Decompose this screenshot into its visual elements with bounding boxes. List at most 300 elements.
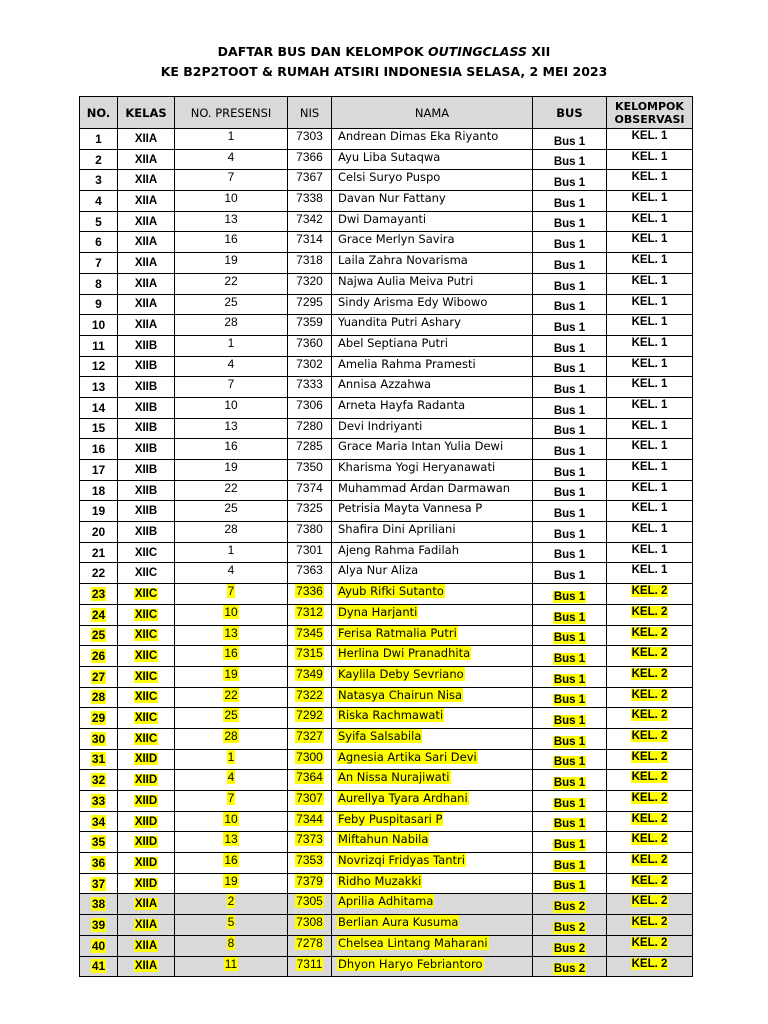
cell-no [80, 439, 118, 460]
table-row [80, 253, 693, 274]
cell-nama-text: Berlian Aura Kusuma [338, 915, 459, 930]
cell-no [80, 460, 118, 481]
cell-no [80, 563, 118, 584]
cell-kelas [118, 294, 175, 315]
cell-nama [332, 191, 533, 212]
cell-presensi [175, 170, 288, 191]
table-row [80, 315, 693, 336]
cell-kelas [118, 232, 175, 253]
cell-kelas-text: XIIB [134, 443, 158, 456]
cell-kelompok [607, 708, 693, 729]
cell-nis-text: 7305 [296, 894, 323, 909]
cell-nis-text: 7292 [296, 708, 323, 723]
cell-presensi [175, 460, 288, 481]
cell-kelompok-text: KEL. 2 [631, 750, 668, 763]
cell-nama-text: Dyna Harjanti [338, 604, 418, 619]
cell-nama-text: Celsi Suryo Puspo [338, 170, 441, 185]
cell-no [80, 666, 118, 687]
cell-presensi [175, 666, 288, 687]
table-row [80, 294, 693, 315]
cell-bus [533, 273, 607, 294]
cell-presensi [175, 542, 288, 563]
cell-kelas-text: XIIB [134, 463, 158, 476]
cell-kelompok [607, 315, 693, 336]
cell-kelas [118, 915, 175, 936]
cell-nis-text: 7306 [296, 397, 323, 412]
cell-presensi [175, 915, 288, 936]
cell-kelas-text: XIID [134, 753, 158, 766]
cell-bus-text: Bus 1 [553, 197, 586, 210]
cell-nama-text: Kharisma Yogi Heryanawati [338, 460, 496, 474]
cell-nama-text: Devi Indriyanti [338, 418, 423, 433]
cell-bus-text: Bus 1 [553, 177, 586, 190]
cell-kelompok [607, 604, 693, 625]
cell-kelompok-text: KEL. 1 [631, 295, 668, 308]
cell-no [80, 935, 118, 956]
cell-kelas-text: XIIA [134, 918, 158, 931]
cell-no [80, 604, 118, 625]
cell-no [80, 273, 118, 294]
cell-bus [533, 604, 607, 625]
cell-presensi-text: 16 [224, 439, 238, 454]
table-row [80, 873, 693, 894]
cell-nis [288, 873, 332, 894]
cell-nama-text: Sindy Arisma Edy Wibowo [338, 294, 488, 309]
cell-no [80, 149, 118, 170]
cell-nis-text: 7360 [296, 335, 323, 350]
cell-nis-text: 7311 [296, 956, 323, 971]
cell-nis-text: 7367 [296, 170, 323, 185]
cell-kelas-text: XIIC [134, 629, 158, 642]
cell-kelompok-text: KEL. 2 [631, 833, 668, 846]
cell-bus [533, 832, 607, 853]
cell-no [80, 625, 118, 646]
cell-nama [332, 129, 533, 150]
cell-kelas [118, 522, 175, 543]
cell-nis [288, 770, 332, 791]
cell-presensi-text: 1 [227, 129, 235, 143]
cell-nis [288, 749, 332, 770]
cell-bus-text: Bus 2 [553, 963, 586, 976]
cell-no-text: 18 [91, 483, 106, 498]
cell-presensi-text: 8 [227, 935, 235, 950]
cell-nis-text: 7312 [296, 604, 323, 619]
cell-kelas-text: XIIB [134, 381, 158, 394]
table-row [80, 501, 693, 522]
cell-kelompok [607, 935, 693, 956]
cell-bus [533, 397, 607, 418]
cell-kelas [118, 873, 175, 894]
cell-kelompok-text: KEL. 1 [631, 378, 668, 391]
cell-bus-text: Bus 1 [553, 839, 586, 852]
cell-nama [332, 273, 533, 294]
cell-nama [332, 832, 533, 853]
cell-kelas-text: XIIA [134, 898, 158, 911]
cell-kelompok-text: KEL. 2 [631, 957, 668, 970]
cell-nama [332, 542, 533, 563]
cell-kelompok-text: KEL. 1 [631, 543, 668, 556]
table-row [80, 894, 693, 915]
cell-nis [288, 397, 332, 418]
cell-presensi-text: 13 [224, 832, 238, 847]
cell-presensi [175, 687, 288, 708]
cell-nis-text: 7302 [296, 356, 323, 371]
cell-bus-text: Bus 1 [553, 797, 586, 810]
cell-no-text: 9 [95, 297, 102, 312]
cell-nis-text: 7353 [296, 853, 323, 868]
cell-nis-text: 7322 [296, 687, 323, 702]
cell-presensi-text: 10 [224, 191, 238, 206]
cell-bus [533, 211, 607, 232]
cell-bus [533, 418, 607, 439]
cell-bus-text: Bus 1 [553, 321, 586, 334]
cell-kelas [118, 666, 175, 687]
cell-kelas-text: XIIA [134, 236, 158, 249]
cell-bus-text: Bus 1 [553, 466, 586, 479]
cell-nama-text: Dwi Damayanti [338, 211, 427, 226]
cell-kelompok-text: KEL. 1 [631, 336, 668, 349]
cell-presensi-text: 4 [227, 563, 235, 578]
cell-bus-text: Bus 1 [553, 528, 586, 541]
cell-no [80, 832, 118, 853]
cell-nama-text: Yuandita Putri Ashary [338, 315, 461, 330]
cell-kelompok [607, 915, 693, 936]
cell-presensi-text: 28 [224, 522, 238, 537]
cell-bus-text: Bus 1 [553, 342, 586, 355]
cell-no-text: 27 [91, 669, 106, 684]
table-row [80, 625, 693, 646]
cell-no-text: 17 [91, 462, 106, 477]
cell-presensi-text: 25 [224, 294, 238, 309]
cell-nama-text: Shafira Dini Apriliani [338, 522, 456, 537]
cell-nama-text: Miftahun Nabila [338, 832, 429, 847]
cell-nama [332, 211, 533, 232]
cell-nis-text: 7374 [296, 480, 323, 495]
cell-bus-text: Bus 1 [553, 735, 586, 748]
cell-kelompok [607, 542, 693, 563]
cell-no-text: 36 [91, 855, 106, 870]
cell-presensi [175, 501, 288, 522]
cell-nis [288, 915, 332, 936]
cell-kelompok-text: KEL. 2 [631, 605, 668, 618]
cell-kelompok-text: KEL. 2 [631, 688, 668, 701]
cell-bus-text: Bus 1 [553, 570, 586, 583]
cell-presensi-text: 25 [224, 501, 238, 516]
table-row [80, 356, 693, 377]
cell-no [80, 728, 118, 749]
cell-kelompok-text: KEL. 1 [631, 523, 668, 536]
cell-kelompok-text: KEL. 1 [631, 461, 668, 473]
cell-no-text: 37 [91, 876, 106, 891]
cell-nis [288, 708, 332, 729]
cell-bus [533, 232, 607, 253]
cell-bus [533, 894, 607, 915]
cell-presensi [175, 418, 288, 439]
cell-kelompok-text: KEL. 2 [631, 916, 668, 929]
cell-no-text: 13 [91, 380, 106, 395]
cell-kelas-text: XIIC [134, 670, 158, 683]
cell-presensi [175, 232, 288, 253]
cell-presensi [175, 604, 288, 625]
cell-nama-text: Grace Merlyn Savira [338, 232, 455, 247]
cell-bus [533, 791, 607, 812]
cell-nis-text: 7327 [296, 728, 323, 743]
cell-kelas-text: XIIA [134, 298, 158, 311]
table-row [80, 956, 693, 977]
cell-no-text: 7 [95, 255, 102, 270]
cell-no-text: 26 [91, 649, 106, 664]
cell-presensi [175, 129, 288, 150]
cell-bus-text: Bus 1 [553, 363, 586, 376]
cell-kelompok-text: KEL. 2 [631, 647, 668, 660]
cell-nama-text: Andrean Dimas Eka Riyanto [338, 129, 499, 143]
cell-presensi-text: 4 [227, 149, 235, 164]
cell-kelompok-text: KEL. 2 [631, 585, 668, 598]
cell-nis [288, 377, 332, 398]
cell-no-text: 23 [91, 586, 106, 601]
cell-no-text: 20 [91, 524, 106, 539]
cell-kelas-text: XIID [134, 877, 158, 890]
cell-kelompok [607, 956, 693, 977]
cell-kelompok [607, 770, 693, 791]
table-row [80, 791, 693, 812]
cell-bus-text: Bus 1 [553, 508, 586, 521]
cell-bus-text: Bus 1 [553, 259, 586, 272]
cell-no [80, 397, 118, 418]
cell-no [80, 646, 118, 667]
cell-kelas-text: XIID [134, 815, 158, 828]
cell-nis [288, 501, 332, 522]
cell-bus-text: Bus 1 [553, 673, 586, 686]
cell-bus [533, 191, 607, 212]
cell-no [80, 791, 118, 812]
cell-nis-text: 7315 [296, 646, 323, 661]
cell-kelas-text: XIIB [134, 401, 158, 414]
cell-kelompok [607, 294, 693, 315]
cell-nis-text: 7278 [296, 935, 323, 950]
cell-bus [533, 770, 607, 791]
cell-nama [332, 294, 533, 315]
cell-kelompok-text: KEL. 1 [631, 398, 668, 411]
cell-kelas [118, 501, 175, 522]
cell-no [80, 335, 118, 356]
cell-nama-text: Laila Zahra Novarisma [338, 253, 468, 268]
cell-kelas-text: XIIA [134, 215, 158, 228]
cell-kelompok-text: KEL. 1 [631, 316, 668, 329]
cell-kelompok-text: KEL. 2 [631, 792, 668, 804]
cell-nis-text: 7345 [296, 625, 323, 640]
cell-nis-text: 7280 [296, 418, 323, 433]
cell-nama-text: Alya Nur Aliza [338, 563, 419, 578]
cell-kelas [118, 356, 175, 377]
cell-kelas-text: XIIB [134, 505, 158, 518]
cell-bus [533, 728, 607, 749]
cell-kelas-text: XIIB [134, 339, 158, 352]
cell-kelas [118, 956, 175, 977]
cell-nama [332, 584, 533, 605]
cell-kelompok [607, 853, 693, 874]
cell-nis [288, 335, 332, 356]
cell-presensi-text: 1 [227, 749, 235, 764]
cell-kelompok-text: KEL. 1 [631, 171, 668, 184]
table-row [80, 273, 693, 294]
cell-no-text: 38 [91, 897, 106, 912]
cell-bus [533, 853, 607, 874]
cell-no-text: 35 [91, 835, 106, 850]
cell-kelas-text: XIIC [134, 587, 158, 600]
cell-no [80, 315, 118, 336]
cell-kelas [118, 542, 175, 563]
cell-nis [288, 666, 332, 687]
cell-nama-text: An Nissa Nurajiwati [338, 770, 450, 785]
cell-no [80, 294, 118, 315]
cell-no-text: 33 [91, 793, 106, 808]
cell-bus-text: Bus 1 [553, 280, 586, 293]
cell-nama [332, 439, 533, 460]
header-bus: BUS [533, 97, 607, 129]
cell-no-text: 22 [91, 566, 106, 581]
cell-bus-text: Bus 1 [553, 239, 586, 252]
cell-bus-text: Bus 1 [553, 404, 586, 417]
cell-kelas [118, 894, 175, 915]
cell-kelas-text: XIIA [134, 256, 158, 269]
cell-no [80, 687, 118, 708]
table-row [80, 377, 693, 398]
cell-nis [288, 232, 332, 253]
cell-nis-text: 7380 [296, 522, 323, 537]
cell-no-text: 6 [95, 235, 102, 250]
cell-nis-text: 7314 [296, 232, 323, 247]
cell-nama [332, 522, 533, 543]
cell-kelompok [607, 832, 693, 853]
cell-presensi-text: 22 [224, 687, 238, 702]
cell-nis-text: 7350 [296, 460, 323, 474]
cell-bus [533, 811, 607, 832]
cell-presensi-text: 19 [224, 873, 238, 888]
header-row [80, 97, 693, 129]
cell-no [80, 480, 118, 501]
cell-no [80, 708, 118, 729]
cell-nama [332, 232, 533, 253]
cell-no [80, 191, 118, 212]
cell-bus [533, 935, 607, 956]
cell-kelas [118, 149, 175, 170]
cell-bus-text: Bus 1 [553, 487, 586, 500]
cell-kelompok-text: KEL. 2 [631, 895, 668, 908]
cell-presensi [175, 377, 288, 398]
cell-nis-text: 7342 [296, 211, 323, 226]
cell-no-text: 11 [92, 338, 105, 353]
table-row [80, 584, 693, 605]
cell-presensi [175, 253, 288, 274]
cell-kelas [118, 935, 175, 956]
cell-no [80, 915, 118, 936]
cell-presensi [175, 956, 288, 977]
cell-bus [533, 666, 607, 687]
cell-kelas [118, 480, 175, 501]
cell-presensi-text: 10 [224, 811, 238, 826]
cell-bus-text: Bus 1 [553, 549, 586, 562]
table-row [80, 811, 693, 832]
cell-nama [332, 915, 533, 936]
cell-kelas-text: XIID [134, 774, 158, 787]
document-title-line2: KE B2P2TOOT & RUMAH ATSIRI INDONESIA SELASA, 2 MEI 2023 [160, 64, 608, 79]
cell-nama-text: Annisa Azzahwa [338, 377, 432, 392]
cell-nis [288, 687, 332, 708]
cell-nis [288, 646, 332, 667]
cell-no [80, 811, 118, 832]
table-row [80, 211, 693, 232]
cell-presensi [175, 935, 288, 956]
cell-no-text: 3 [95, 173, 102, 188]
cell-no [80, 542, 118, 563]
cell-kelas-text: XIIB [134, 484, 158, 497]
cell-nis [288, 791, 332, 812]
cell-kelompok [607, 232, 693, 253]
cell-nama-text: Herlina Dwi Pranadhita [338, 646, 471, 661]
cell-kelas-text: XIIC [134, 691, 158, 704]
cell-bus-text: Bus 1 [553, 859, 586, 872]
cell-nama-text: Abel Septiana Putri [338, 335, 448, 350]
cell-nis [288, 522, 332, 543]
cell-no-text: 10 [91, 318, 106, 333]
cell-nama-text: Ayu Liba Sutaqwa [338, 149, 441, 164]
cell-kelompok [607, 584, 693, 605]
cell-presensi-text: 2 [227, 894, 235, 909]
cell-nis-text: 7318 [296, 253, 323, 268]
cell-nis [288, 149, 332, 170]
cell-kelompok [607, 666, 693, 687]
cell-nama [332, 418, 533, 439]
cell-no-text: 1 [95, 131, 102, 146]
cell-kelas-text: XIIC [134, 608, 158, 621]
cell-presensi [175, 770, 288, 791]
cell-presensi-text: 16 [224, 646, 238, 661]
cell-kelompok-text: KEL. 1 [631, 357, 668, 370]
cell-no [80, 584, 118, 605]
cell-presensi-text: 22 [224, 480, 238, 495]
cell-bus [533, 646, 607, 667]
cell-presensi [175, 563, 288, 584]
cell-bus-text: Bus 1 [553, 383, 586, 396]
cell-kelas [118, 377, 175, 398]
cell-presensi [175, 149, 288, 170]
cell-nama [332, 770, 533, 791]
cell-presensi [175, 294, 288, 315]
cell-nis-text: 7366 [296, 149, 323, 164]
cell-kelompok-text: KEL. 2 [631, 667, 668, 680]
cell-kelompok [607, 335, 693, 356]
cell-no-text: 21 [91, 545, 106, 560]
cell-nis-text: 7295 [296, 294, 323, 309]
cell-kelas [118, 770, 175, 791]
cell-nama [332, 646, 533, 667]
cell-nama-text: Syifa Salsabila [338, 728, 422, 743]
cell-bus [533, 708, 607, 729]
cell-nama-text: Ayub Rifki Sutanto [338, 584, 444, 599]
header-kelompok-line2: OBSERVASI [614, 112, 685, 126]
cell-presensi [175, 625, 288, 646]
cell-presensi [175, 273, 288, 294]
cell-kelompok-text: KEL. 2 [631, 874, 668, 887]
cell-kelompok-text: KEL. 2 [631, 729, 668, 742]
cell-nama [332, 377, 533, 398]
cell-presensi-text: 7 [227, 584, 235, 599]
table-row [80, 604, 693, 625]
cell-nama [332, 811, 533, 832]
cell-kelompok [607, 460, 693, 481]
cell-nis-text: 7307 [296, 791, 323, 805]
